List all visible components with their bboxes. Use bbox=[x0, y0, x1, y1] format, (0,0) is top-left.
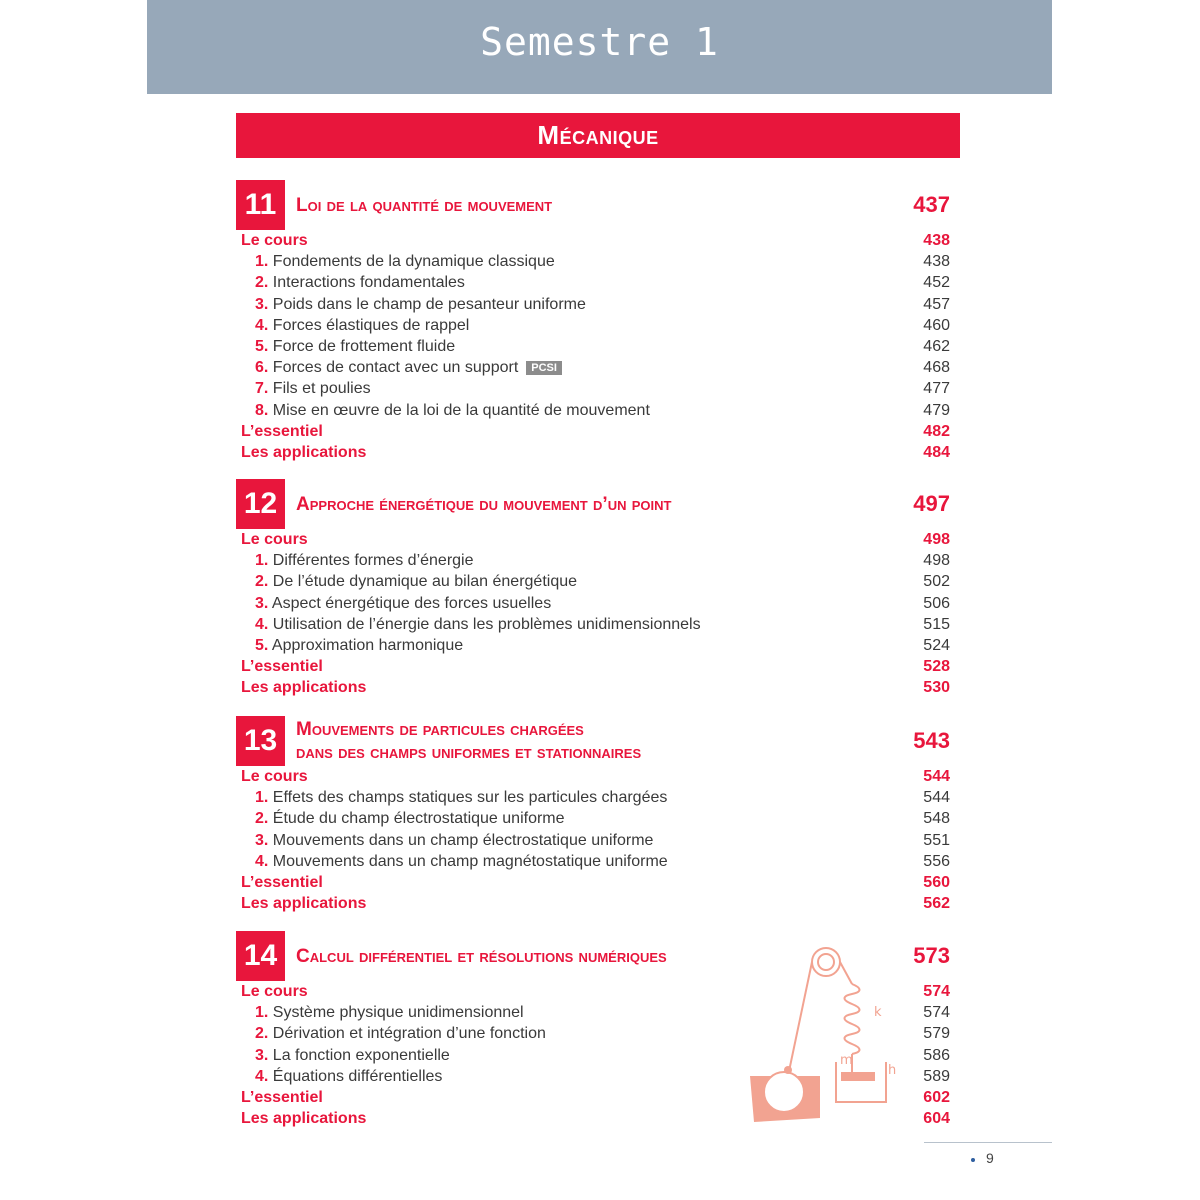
section-title: Mécanique bbox=[537, 120, 659, 150]
toc-item[interactable]: 1. Fondements de la dynamique classique 438 bbox=[255, 253, 950, 271]
toc-applications-row[interactable]: Les applications 604 bbox=[241, 1110, 950, 1128]
toc-item[interactable]: 1. Système physique unidimensionnel 574 bbox=[255, 1004, 950, 1022]
k-label: k bbox=[874, 1005, 882, 1020]
toc-item[interactable]: 5. Approximation harmonique 524 bbox=[255, 636, 950, 654]
toc-essentiel-row[interactable]: L’essentiel 528 bbox=[241, 658, 950, 676]
toc-item[interactable]: 1. Effets des champs statiques sur les particules chargées 544 bbox=[255, 789, 950, 807]
toc-essentiel-row[interactable]: L’essentiel 602 bbox=[241, 1088, 950, 1106]
toc-item[interactable]: 4. Mouvements dans un champ magnétostatique uniforme 556 bbox=[255, 852, 950, 870]
sphere-icon bbox=[764, 1072, 804, 1112]
chapter-heading[interactable] bbox=[236, 180, 960, 230]
toc-essentiel-row[interactable]: L’essentiel 560 bbox=[241, 873, 950, 891]
toc-item[interactable]: 6. Forces de contact avec un support PCSI 468 bbox=[255, 359, 950, 377]
chapter-title: Loi de la quantité de mouvement bbox=[296, 194, 553, 216]
chapter-heading[interactable] bbox=[236, 479, 960, 529]
chapter-number: 11 bbox=[236, 180, 285, 230]
pcsi-badge: PCSI bbox=[526, 361, 562, 375]
toc-cours-row[interactable]: Le cours 498 bbox=[241, 531, 950, 548]
chapter-heading[interactable] bbox=[236, 716, 960, 766]
page-number: 9 bbox=[986, 1150, 994, 1166]
toc-item[interactable]: 3. Mouvements dans un champ électrostatique uniforme 551 bbox=[255, 831, 950, 849]
spring-icon bbox=[845, 984, 860, 1054]
toc-cours-row[interactable]: Le cours 438 bbox=[241, 232, 950, 249]
toc-item[interactable]: 4. Forces élastiques de rappel 460 bbox=[255, 316, 950, 334]
chapter-page: 573 bbox=[913, 943, 950, 968]
chapter-number: 13 bbox=[236, 716, 285, 766]
toc-item[interactable]: 8. Mise en œuvre de la loi de la quantité de mouvement 479 bbox=[255, 401, 950, 419]
footer-bullet bbox=[971, 1158, 975, 1162]
chapter-number: 12 bbox=[236, 479, 285, 529]
chapter-title: Mouvements de particules chargées dans des champs uniformes et stationnaires bbox=[296, 719, 642, 763]
toc-item[interactable]: 3. Aspect énergétique des forces usuelles 506 bbox=[255, 594, 950, 612]
chapter-page: 437 bbox=[913, 192, 950, 217]
footer-rule bbox=[924, 1142, 1052, 1143]
toc-item[interactable]: 3. Poids dans le champ de pesanteur uniforme 457 bbox=[255, 295, 950, 313]
chapter-title: Calcul différentiel et résolutions numériques bbox=[296, 945, 667, 967]
chapter-12 bbox=[236, 479, 960, 699]
toc-item[interactable]: 1. Différentes formes d’énergie 498 bbox=[255, 552, 950, 570]
toc-item[interactable]: 5. Force de frottement fluide 462 bbox=[255, 337, 950, 355]
chapter-page: 497 bbox=[913, 491, 950, 516]
toc-item[interactable]: 2. Étude du champ électrostatique uniforme 548 bbox=[255, 810, 950, 828]
toc-item[interactable]: 2. Dérivation et intégration d’une fonction 579 bbox=[255, 1025, 950, 1043]
m-label: m bbox=[840, 1053, 853, 1068]
chapter-number: 14 bbox=[236, 931, 285, 981]
toc-item[interactable]: 3. La fonction exponentielle 586 bbox=[255, 1046, 950, 1064]
chapter-page: 543 bbox=[913, 728, 950, 753]
container-icon bbox=[836, 1062, 886, 1102]
chapter-13 bbox=[236, 716, 960, 914]
toc-item[interactable]: 2. De l’étude dynamique au bilan énergétique 502 bbox=[255, 573, 950, 591]
toc-item[interactable]: 2. Interactions fondamentales 452 bbox=[255, 274, 950, 292]
toc-item[interactable]: 7. Fils et poulies 477 bbox=[255, 380, 950, 398]
toc-cours-row[interactable]: Le cours 574 bbox=[241, 983, 950, 1000]
toc-applications-row[interactable]: Les applications 484 bbox=[241, 443, 950, 461]
toc-item[interactable]: 4. Équations différentielles 589 bbox=[255, 1067, 950, 1085]
toc-applications-row[interactable]: Les applications 562 bbox=[241, 895, 950, 913]
toc-item[interactable]: 4. Utilisation de l’énergie dans les problèmes unidimensionnels 515 bbox=[255, 615, 950, 633]
h-label: h bbox=[888, 1063, 897, 1078]
mass-block-icon bbox=[841, 1072, 875, 1081]
toc-essentiel-row[interactable]: L’essentiel 482 bbox=[241, 422, 950, 440]
chapter-11 bbox=[236, 180, 960, 463]
semester-header-band bbox=[147, 0, 1052, 94]
section-title-bar bbox=[236, 113, 960, 158]
toc-applications-row[interactable]: Les applications 530 bbox=[241, 679, 950, 697]
pulley-icon bbox=[812, 948, 840, 976]
toc-cours-row[interactable]: Le cours 544 bbox=[241, 768, 950, 785]
pulley-spring-illustration bbox=[744, 944, 904, 1124]
chapter-title: Approche énergétique du mouvement d’un point bbox=[296, 493, 672, 515]
semester-title: Semestre 1 bbox=[480, 20, 719, 64]
